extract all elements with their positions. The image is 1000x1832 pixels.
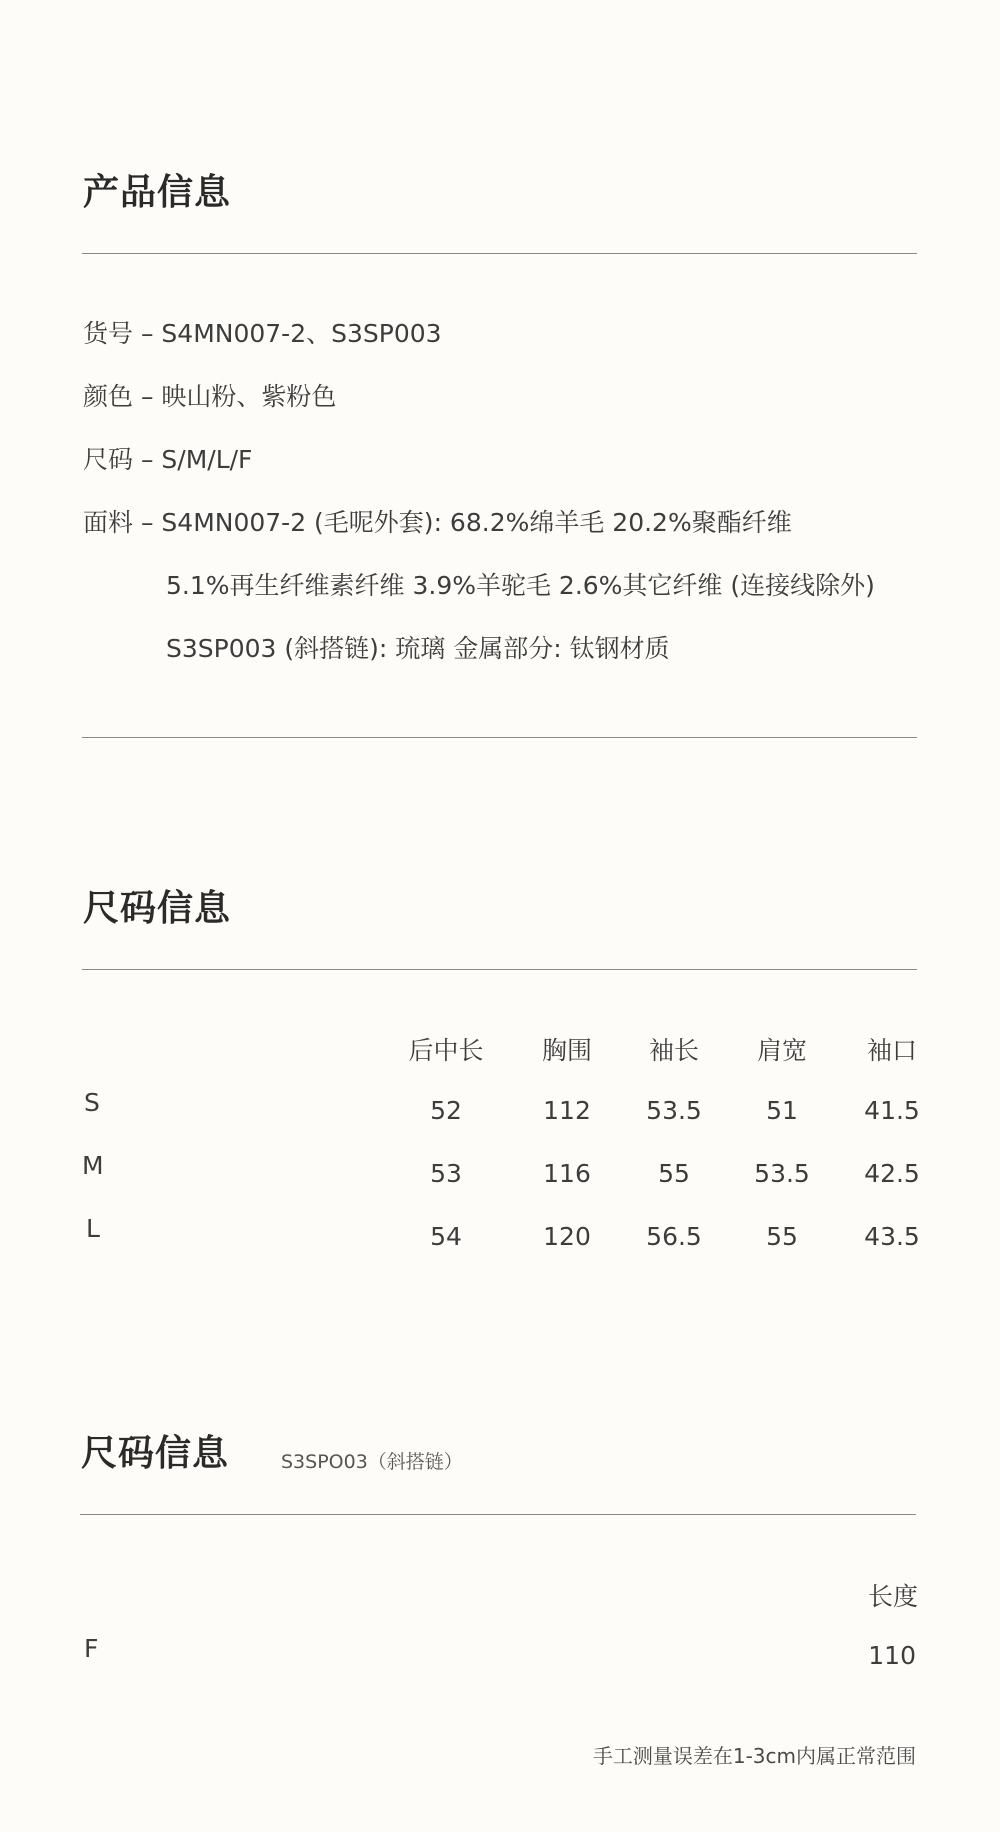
size-label: L <box>86 1214 100 1243</box>
info-value: S4MN007-2 (毛呢外套): 68.2%绵羊毛 20.2%聚酯纤维 <box>161 508 792 537</box>
info-row-sku <box>83 314 442 350</box>
table-cell: 120 <box>543 1222 591 1251</box>
divider <box>82 253 917 254</box>
table-header: 袖口 <box>866 1036 918 1065</box>
divider <box>82 969 917 970</box>
fabric-continuation: S3SP003 (斜搭链): 琉璃 金属部分: 钛钢材质 <box>166 634 670 663</box>
info-separator: – <box>140 508 154 537</box>
table-cell: 41.5 <box>864 1096 920 1125</box>
info-label: 颜色 <box>83 382 134 411</box>
size-label: M <box>82 1151 104 1180</box>
info-label: 货号 <box>83 319 134 348</box>
info-separator: – <box>140 382 154 411</box>
size-label: S <box>84 1088 100 1117</box>
info-separator: – <box>140 445 154 474</box>
info-row-size <box>83 440 252 476</box>
divider <box>82 737 917 738</box>
table-cell: 42.5 <box>864 1159 920 1188</box>
info-separator: – <box>140 319 154 348</box>
fabric-continuation: 5.1%再生纤维素纤维 3.9%羊驼毛 2.6%其它纤维 (连接线除外) <box>166 571 875 600</box>
table-cell: 51 <box>766 1096 798 1125</box>
table-cell: 56.5 <box>646 1222 702 1251</box>
table-header: 胸围 <box>541 1036 593 1065</box>
info-value: S4MN007-2、S3SP003 <box>161 319 442 348</box>
table-header: 袖长 <box>648 1036 700 1065</box>
info-label: 面料 <box>83 508 134 537</box>
product-info-title: 产品信息 <box>83 172 232 213</box>
table-cell: 55 <box>766 1222 798 1251</box>
info-value: S/M/L/F <box>161 445 253 474</box>
info-row-color <box>83 377 336 413</box>
table-cell: 55 <box>658 1159 690 1188</box>
info-label: 尺码 <box>83 445 134 474</box>
measurement-note: 手工测量误差在1-3cm内属正常范围 <box>592 1744 916 1768</box>
table-cell: 110 <box>868 1641 916 1670</box>
size-info-title-2: 尺码信息 <box>81 1433 230 1474</box>
table-cell: 52 <box>430 1096 462 1125</box>
table-cell: 43.5 <box>864 1222 920 1251</box>
table-cell: 112 <box>543 1096 591 1125</box>
size-info-title: 尺码信息 <box>83 888 232 929</box>
table-cell: 116 <box>543 1159 591 1188</box>
table-cell: 53 <box>430 1159 462 1188</box>
size-label: F <box>84 1634 99 1663</box>
info-value: 映山粉、紫粉色 <box>161 382 337 411</box>
table-cell: 53.5 <box>646 1096 702 1125</box>
table-header: 肩宽 <box>756 1036 808 1065</box>
table-cell: 53.5 <box>754 1159 810 1188</box>
info-row-fabric <box>83 503 792 539</box>
table-header: 后中长 <box>408 1036 484 1065</box>
size-info-subtitle: S3SPO03（斜搭链） <box>281 1451 463 1473</box>
table-cell: 54 <box>430 1222 462 1251</box>
divider <box>80 1514 916 1515</box>
table-header: 长度 <box>867 1582 918 1611</box>
